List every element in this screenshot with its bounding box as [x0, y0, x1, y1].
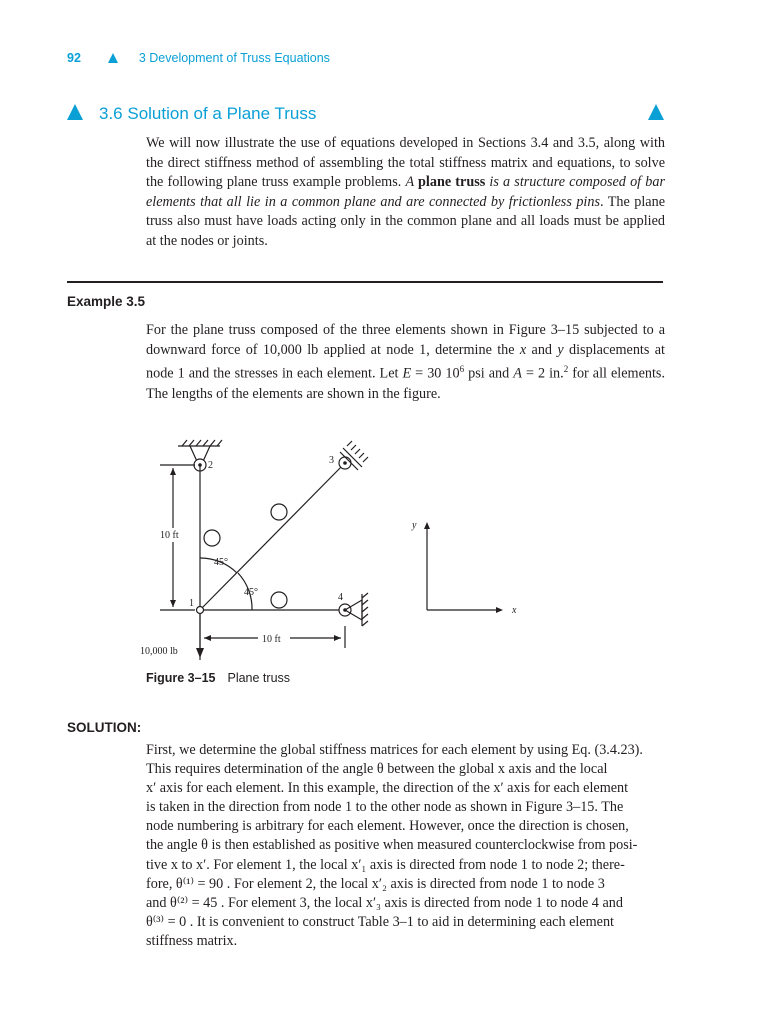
- exponent: 2: [563, 364, 569, 375]
- solution-line: θ⁽³⁾ = 0 . It is convenient to construct Table 3–1 to aid in determining each element: [146, 913, 614, 930]
- intro-text-2: . The plane truss also must have loads acting only in the common plane and all loads must be applied at the nodes or joints.: [146, 193, 665, 249]
- solution-line: x′ axis for each element. In this example, the direction of the x′ axis for each element: [146, 780, 629, 797]
- intro-term: plane truss: [418, 174, 486, 191]
- example-paragraph: [146, 321, 665, 404]
- element-1-circle: [204, 530, 220, 546]
- var-y: y: [557, 341, 564, 358]
- element-2: [200, 463, 345, 610]
- element-2-circle: [271, 504, 287, 520]
- example-text: = 30 10: [411, 365, 460, 382]
- horizontal-length-label: 10 ft: [262, 634, 281, 645]
- example-text: and: [526, 341, 558, 358]
- node-3-label: 3: [329, 455, 334, 466]
- example-text: = 2 in.: [521, 365, 564, 382]
- solution-line: is taken in the direction from node 1 to the other node as shown in Figure 3–15. The: [146, 799, 624, 816]
- node-4-label: 4: [338, 592, 343, 603]
- triangle-icon: [648, 104, 664, 120]
- intro-text-1: We will now illustrate the use of equations developed in Sections 3.4 and 3.5, along with the direct stiffness method of assembling the total stiffness matrix and equations, to solve the following plane truss example problems.: [146, 135, 665, 191]
- element-3-circle: [271, 592, 287, 608]
- solution-paragraph: [146, 741, 668, 951]
- node-1-label: 1: [189, 598, 194, 609]
- figure-caption: [146, 671, 290, 685]
- figure-caption-text: Plane truss: [227, 671, 291, 685]
- section-divider: [67, 281, 663, 283]
- var-x: x: [519, 341, 527, 358]
- example-text: for all elements. The lengths of the elements are shown in the figure.: [146, 365, 665, 402]
- solution-line: the angle θ is then established as positive when measured counterclockwise from posi-: [146, 837, 638, 854]
- solution-line: tive x to x′. For element 1, the local x′₁ axis is directed from node 1 to node 2; there-: [146, 856, 625, 873]
- node-2-label: 2: [208, 460, 213, 471]
- example-text: psi and: [464, 365, 514, 382]
- solution-line: This requires determination of the angle θ between the global x axis and the local: [146, 761, 608, 778]
- load-label: 10,000 lb: [140, 646, 178, 657]
- truss-figure: [140, 430, 560, 665]
- solution-label: SOLUTION:: [67, 720, 142, 735]
- axis-x-label: x: [512, 605, 517, 616]
- exponent: 6: [459, 364, 465, 375]
- var-A: A: [513, 365, 522, 382]
- solution-line: node numbering is arbitrary for each element. However, once the direction is chosen,: [146, 818, 629, 835]
- intro-definition: is a structure composed of bar elements that all lie in a common plane and are connected by frictionless pins: [146, 174, 665, 210]
- intro-paragraph: [146, 134, 665, 252]
- example-text: For the plane truss composed of the three elements shown in Figure 3–15 subjected to a downward force of 10,000 lb applied at node 1, determine the: [146, 322, 665, 358]
- running-header: [67, 51, 330, 65]
- section-title: 3.6 Solution of a Plane Truss: [99, 104, 317, 123]
- node-1-pin: [197, 607, 204, 614]
- solution-line: stiffness matrix.: [146, 932, 238, 949]
- solution-line: First, we determine the global stiffness matrices for each element by using Eq. (3.4.23).: [146, 742, 643, 758]
- solution-line: and θ⁽²⁾ = 45 . For element 3, the local x′₃ axis is directed from node 1 to node 4 and: [146, 894, 623, 911]
- example-label: Example 3.5: [67, 294, 146, 309]
- angle-label-a: 45°: [214, 557, 228, 568]
- solution-line: fore, θ⁽¹⁾ = 90 . For element 2, the local x′₂ axis is directed from node 1 to node 3: [146, 875, 605, 892]
- intro-a: A: [405, 174, 419, 191]
- var-E: E: [402, 365, 412, 382]
- example-text: displacements at node 1 and the stresses in each element. Let: [146, 341, 665, 382]
- chapter-title: 3 Development of Truss Equations: [138, 51, 330, 65]
- axis-y-label: y: [412, 520, 417, 531]
- figure-caption-label: Figure 3–15: [146, 671, 216, 685]
- angle-label-b: 45°: [244, 587, 258, 598]
- triangle-icon: [67, 104, 83, 120]
- page-number: 92: [67, 51, 81, 65]
- triangle-icon: [108, 53, 118, 63]
- vertical-length-label: 10 ft: [160, 530, 179, 541]
